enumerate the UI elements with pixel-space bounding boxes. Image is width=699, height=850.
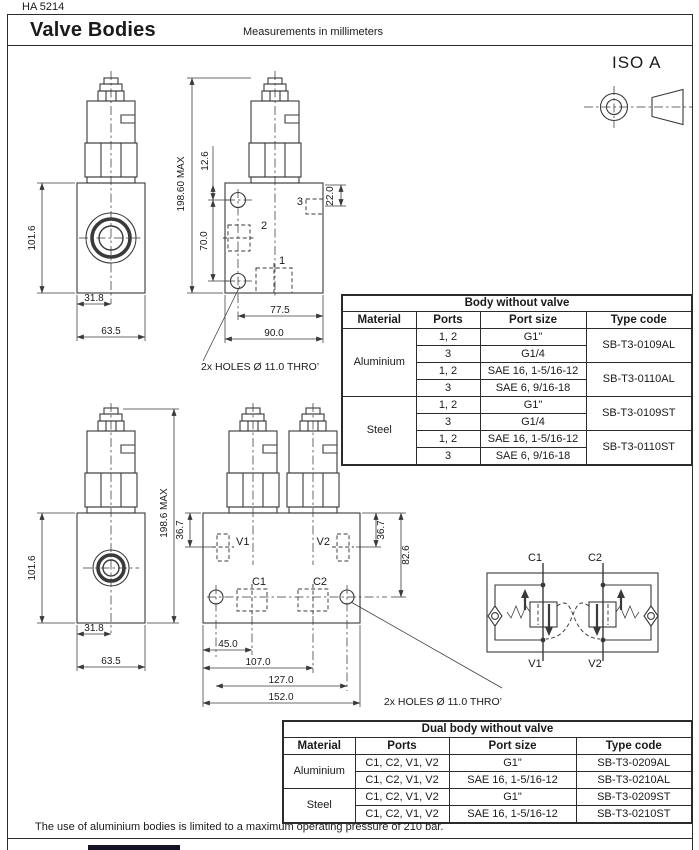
- port-label: V1: [236, 536, 250, 548]
- cell-port-size: SAE 16, 1-5/16-12: [449, 772, 576, 789]
- port-label: C2: [312, 576, 328, 588]
- col-header: Port size: [480, 312, 586, 329]
- port-label: 2: [261, 220, 268, 232]
- table-title-row: [342, 295, 692, 312]
- cell-ports: C1, C2, V1, V2: [355, 806, 449, 824]
- dim-label: 63.5: [101, 656, 121, 667]
- cell-type-code: SB-T3-0209ST: [576, 789, 692, 806]
- doc-number: HA 5214: [22, 1, 65, 13]
- col-header: Material: [342, 312, 416, 329]
- dim-label: 45.0: [218, 639, 238, 650]
- cell-type-code: SB-T3-0110AL: [586, 363, 692, 397]
- single-side-view: [27, 71, 145, 341]
- cell-port-size: SAE 16, 1-5/16-12: [480, 363, 586, 380]
- dim-label: 77.5: [270, 305, 290, 316]
- table-row: [283, 789, 692, 806]
- table-header-row: [283, 738, 692, 755]
- cell-port-size: SAE 6, 9/16-18: [480, 448, 586, 466]
- table-header-row: [342, 312, 692, 329]
- col-header: Ports: [416, 312, 480, 329]
- hydraulic-schematic: [478, 548, 693, 678]
- dual-side-view: [27, 403, 145, 671]
- projection-label: ISO A: [612, 53, 662, 72]
- cell-ports: 3: [416, 414, 480, 431]
- cell-port-size: G1": [449, 789, 576, 806]
- cell-ports: C1, C2, V1, V2: [355, 755, 449, 772]
- dim-label: 36.7: [175, 520, 186, 540]
- col-header: Material: [283, 738, 355, 755]
- cell-ports: C1, C2, V1, V2: [355, 789, 449, 806]
- single-front-view: [176, 71, 346, 373]
- page-title: Valve Bodies: [30, 19, 156, 41]
- cell-ports: 1, 2: [416, 397, 480, 414]
- dim-label: 198.6 MAX: [159, 488, 170, 538]
- dim-label: 82.6: [401, 545, 412, 565]
- dim-label: 101.6: [27, 225, 38, 251]
- col-header: Port size: [449, 738, 576, 755]
- dim-label: 36.7: [376, 520, 387, 540]
- next-page-header-bar: [88, 845, 180, 850]
- dim-label: 12.6: [200, 151, 211, 171]
- cell-ports: 1, 2: [416, 431, 480, 448]
- dim-label: 22.0: [325, 186, 336, 206]
- bottom-separator: [7, 838, 692, 839]
- cell-ports: 3: [416, 346, 480, 363]
- dim-label: 127.0: [268, 675, 294, 686]
- col-header: Ports: [355, 738, 449, 755]
- cell-port-size: SAE 6, 9/16-18: [480, 380, 586, 397]
- table-title: Dual body without valve: [283, 721, 692, 738]
- dim-label: 70.0: [199, 231, 210, 251]
- cell-ports: 3: [416, 380, 480, 397]
- table-title-row: [283, 721, 692, 738]
- port-label: C1: [251, 576, 267, 588]
- dim-label: 63.5: [101, 326, 121, 337]
- dim-label: 107.0: [245, 657, 271, 668]
- table-title: Body without valve: [342, 295, 692, 312]
- port-label: 3: [296, 196, 303, 208]
- schematic-port-label: V1: [528, 658, 542, 670]
- footer-note: The use of aluminium bodies is limited to a maximum operating pressure of 210 bar.: [35, 821, 444, 833]
- dim-label: 31.8: [84, 293, 104, 304]
- dim-label: 198.60 MAX: [176, 156, 187, 212]
- page-subtitle: Measurements in millimeters: [243, 26, 383, 38]
- dim-label: 31.8: [84, 623, 104, 634]
- cell-ports: 1, 2: [416, 329, 480, 346]
- iso-projection-icon: [582, 80, 696, 132]
- schematic-port-label: V2: [588, 658, 602, 670]
- dim-label: 152.0: [268, 692, 294, 703]
- holes-note: 2x HOLES Ø 11.0 THRO’: [383, 696, 502, 708]
- dim-label: 101.6: [27, 555, 38, 581]
- holes-note: 2x HOLES Ø 11.0 THRO’: [201, 361, 320, 373]
- schematic-port-label: C1: [527, 552, 543, 564]
- col-header: Type code: [576, 738, 692, 755]
- title-separator: [7, 45, 692, 46]
- schematic-port-label: C2: [587, 552, 603, 564]
- cell-type-code: SB-T3-0209AL: [576, 755, 692, 772]
- table-row: [283, 755, 692, 772]
- cell-port-size: G1/4: [480, 346, 586, 363]
- cell-type-code: SB-T3-0109AL: [586, 329, 692, 363]
- port-label: V2: [316, 536, 330, 548]
- dim-label: 90.0: [264, 328, 284, 339]
- single-body-table: [341, 294, 693, 466]
- cell-ports: 1, 2: [416, 363, 480, 380]
- cell-port-size: SAE 16, 1-5/16-12: [449, 806, 576, 824]
- cell-type-code: SB-T3-0110ST: [586, 431, 692, 466]
- table-row: [342, 329, 692, 346]
- dual-body-table: [282, 720, 693, 824]
- cell-port-size: SAE 16, 1-5/16-12: [480, 431, 586, 448]
- cell-material: Steel: [283, 789, 355, 824]
- cell-type-code: SB-T3-0109ST: [586, 397, 692, 431]
- cell-port-size: G1": [480, 397, 586, 414]
- cell-ports: 3: [416, 448, 480, 466]
- port-label: 1: [279, 255, 286, 267]
- cell-port-size: G1": [480, 329, 586, 346]
- cell-material: Steel: [342, 397, 416, 466]
- cell-port-size: G1": [449, 755, 576, 772]
- cell-type-code: SB-T3-0210AL: [576, 772, 692, 789]
- cell-ports: C1, C2, V1, V2: [355, 772, 449, 789]
- single-body-drawing: [15, 58, 345, 398]
- cell-port-size: G1/4: [480, 414, 586, 431]
- col-header: Type code: [586, 312, 692, 329]
- cell-material: Aluminium: [283, 755, 355, 789]
- table-row: [342, 397, 692, 414]
- cell-type-code: SB-T3-0210ST: [576, 806, 692, 824]
- cell-material: Aluminium: [342, 329, 416, 397]
